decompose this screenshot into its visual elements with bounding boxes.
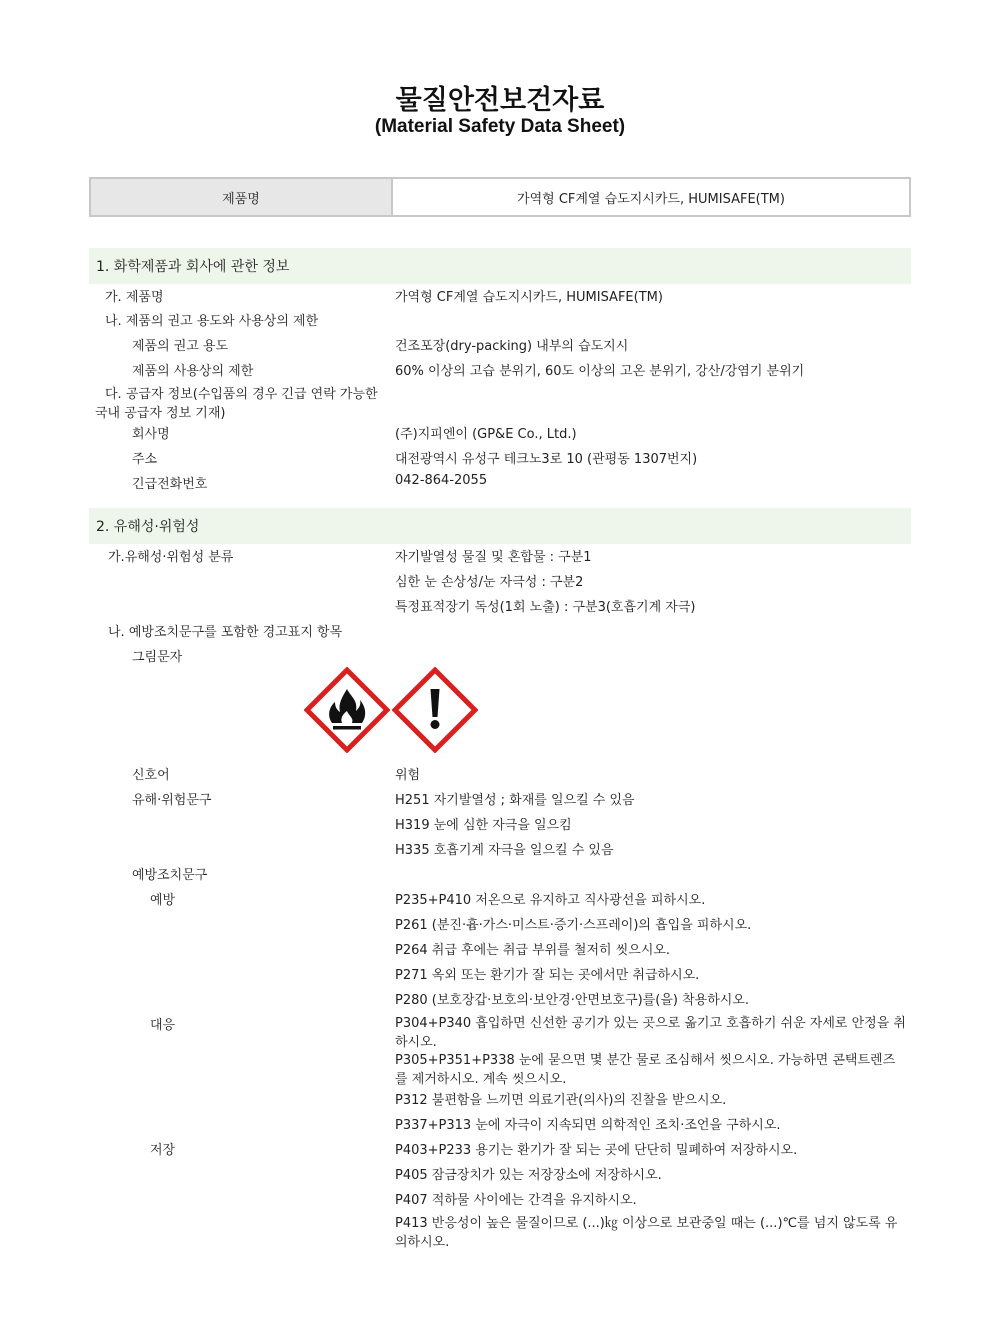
recommended-use-row bbox=[0, 335, 1000, 355]
pictogram-label: 그림문자 bbox=[132, 650, 183, 665]
company-label: 회사명 bbox=[132, 427, 170, 442]
prevention-statement: P271 옥외 또는 환기가 잘 되는 곳에서만 취급하시오. bbox=[395, 968, 700, 983]
prevention-row bbox=[0, 939, 1000, 959]
storage-label: 저장 bbox=[150, 1143, 176, 1158]
flame-icon bbox=[304, 667, 390, 753]
use-header-row bbox=[0, 310, 1000, 330]
hazard-row bbox=[0, 814, 1000, 834]
classification-row bbox=[0, 571, 1000, 591]
response-statement: P337+P313 눈에 자극이 지속되면 의학적인 조치·조언을 구하시오. bbox=[395, 1118, 781, 1133]
use-restriction-label: 제품의 사용상의 제한 bbox=[132, 364, 254, 379]
storage-row bbox=[0, 1139, 1000, 1159]
prevention-row bbox=[0, 964, 1000, 984]
classification-row bbox=[0, 546, 1000, 566]
pictogram-label-row bbox=[0, 646, 1000, 666]
response-statement: P305+P351+P338 눈에 묻으면 몇 분간 물로 조심해서 씻으시오. 가능하면 콘택트렌즈를 제거하시오. 계속 씻으시오. bbox=[395, 1053, 896, 1087]
classification-value: 특정표적장기 독성(1회 노출) : 구분3(호흡기계 자극) bbox=[395, 600, 696, 615]
classification-value: 자기발열성 물질 및 혼합물 : 구분1 bbox=[395, 550, 592, 565]
storage-row bbox=[0, 1164, 1000, 1184]
company-row bbox=[0, 423, 1000, 443]
prevention-statement: P280 (보호장갑·보호의·보안경·안면보호구)를(을) 착용하시오. bbox=[395, 993, 750, 1008]
document-subtitle: (Material Safety Data Sheet) bbox=[374, 116, 626, 137]
storage-row bbox=[0, 1189, 1000, 1209]
product-name-box-value: 가역형 CF계열 습도지시카드, HUMISAFE(TM) bbox=[517, 191, 785, 207]
phone-row bbox=[0, 473, 1000, 493]
ghs-pictograms bbox=[304, 667, 478, 753]
prevention-statement: P261 (분진·흄·가스·미스트·증기·스프레이)의 흡입을 피하시오. bbox=[395, 918, 752, 933]
product-name-value: 가역형 CF계열 습도지시카드, HUMISAFE(TM) bbox=[395, 290, 663, 305]
storage-statement: P413 반응성이 높은 물질이므로 (...)㎏ 이상으로 보관중일 때는 (...)℃를 넘지 않도록 유의하시오. bbox=[395, 1216, 898, 1250]
hazard-statement: H335 호흡기계 자극을 일으킬 수 있음 bbox=[395, 843, 614, 858]
prevention-statement: P264 취급 후에는 취급 부위를 철저히 씻으시오. bbox=[395, 943, 671, 958]
signal-word-label: 신호어 bbox=[132, 768, 170, 783]
label-elements-header: 나. 예방조치문구를 포함한 경고표지 항목 bbox=[108, 625, 343, 640]
company-value: (주)지피엔이 (GP&E Co., Ltd.) bbox=[395, 427, 577, 442]
hazard-statement: H251 자기발열성 ; 화재를 일으킬 수 있음 bbox=[395, 793, 635, 808]
classification-row bbox=[0, 596, 1000, 616]
product-name-row bbox=[0, 286, 1000, 306]
precaution-row bbox=[0, 864, 1000, 884]
address-label: 주소 bbox=[132, 452, 158, 467]
prevention-row bbox=[0, 889, 1000, 909]
hazard-statement: H319 눈에 심한 자극을 일으킴 bbox=[395, 818, 572, 833]
hazard-row bbox=[0, 789, 1000, 809]
signal-word-value: 위험 bbox=[395, 768, 421, 783]
product-name-label: 가. 제품명 bbox=[105, 290, 164, 305]
hazard-label: 유해·위험문구 bbox=[132, 793, 212, 808]
precaution-label: 예방조치문구 bbox=[132, 868, 208, 883]
supplier-header: 다. 공급자 정보(수입품의 경우 긴급 연락 가능한 국내 공급자 정보 기재) bbox=[95, 387, 378, 421]
use-restriction-value: 60% 이상의 고습 분위기, 60도 이상의 고온 분위기, 강산/강염기 분위기 bbox=[395, 364, 805, 379]
prevention-row bbox=[0, 989, 1000, 1009]
response-row bbox=[0, 1114, 1000, 1134]
prevention-statement: P235+P410 저온으로 유지하고 직사광선을 피하시오. bbox=[395, 893, 706, 908]
address-row bbox=[0, 448, 1000, 468]
recommended-use-value: 건조포장(dry-packing) 내부의 습도지시 bbox=[395, 339, 629, 354]
prevention-row bbox=[0, 914, 1000, 934]
phone-label: 긴급전화번호 bbox=[132, 477, 208, 492]
storage-statement: P403+P233 용기는 환기가 잘 되는 곳에 단단히 밀폐하여 저장하시오. bbox=[395, 1143, 798, 1158]
response-label: 대응 bbox=[150, 1018, 176, 1033]
classification-value: 심한 눈 손상성/눈 자극성 : 구분2 bbox=[395, 575, 584, 590]
storage-statement: P405 잠금장치가 있는 저장장소에 저장하시오. bbox=[395, 1168, 662, 1183]
use-restriction-row bbox=[0, 360, 1000, 380]
recommended-use-label: 제품의 권고 용도 bbox=[132, 339, 229, 354]
storage-statement: P407 적하물 사이에는 간격을 유지하시오. bbox=[395, 1193, 637, 1208]
product-name-box-label: 제품명 bbox=[91, 179, 393, 215]
response-statement: P312 불편함을 느끼면 의료기관(의사)의 진찰을 받으시오. bbox=[395, 1093, 727, 1108]
section1-heading: 1. 화학제품과 회사에 관한 정보 bbox=[89, 248, 911, 284]
document-title: 물질안전보건자료 bbox=[395, 85, 605, 116]
response-row bbox=[0, 1089, 1000, 1109]
prevention-label: 예방 bbox=[150, 893, 176, 908]
use-header: 나. 제품의 권고 용도와 사용상의 제한 bbox=[105, 314, 319, 329]
response-statement: P304+P340 흡입하면 신선한 공기가 있는 곳으로 옮기고 호흡하기 쉬운 자세로 안정을 취하시오. bbox=[395, 1016, 906, 1050]
phone-value: 042-864-2055 bbox=[395, 473, 488, 488]
classification-label: 가.유해성·위험성 분류 bbox=[108, 550, 234, 565]
product-name-box bbox=[89, 177, 911, 217]
hazard-row bbox=[0, 839, 1000, 859]
address-value: 대전광역시 유성구 테크노3로 10 (관평동 1307번지) bbox=[395, 452, 698, 467]
exclamation-mark-icon bbox=[392, 667, 478, 753]
label-elements-row bbox=[0, 621, 1000, 641]
section2-heading: 2. 유해성·위험성 bbox=[89, 508, 911, 544]
signal-word-row bbox=[0, 764, 1000, 784]
